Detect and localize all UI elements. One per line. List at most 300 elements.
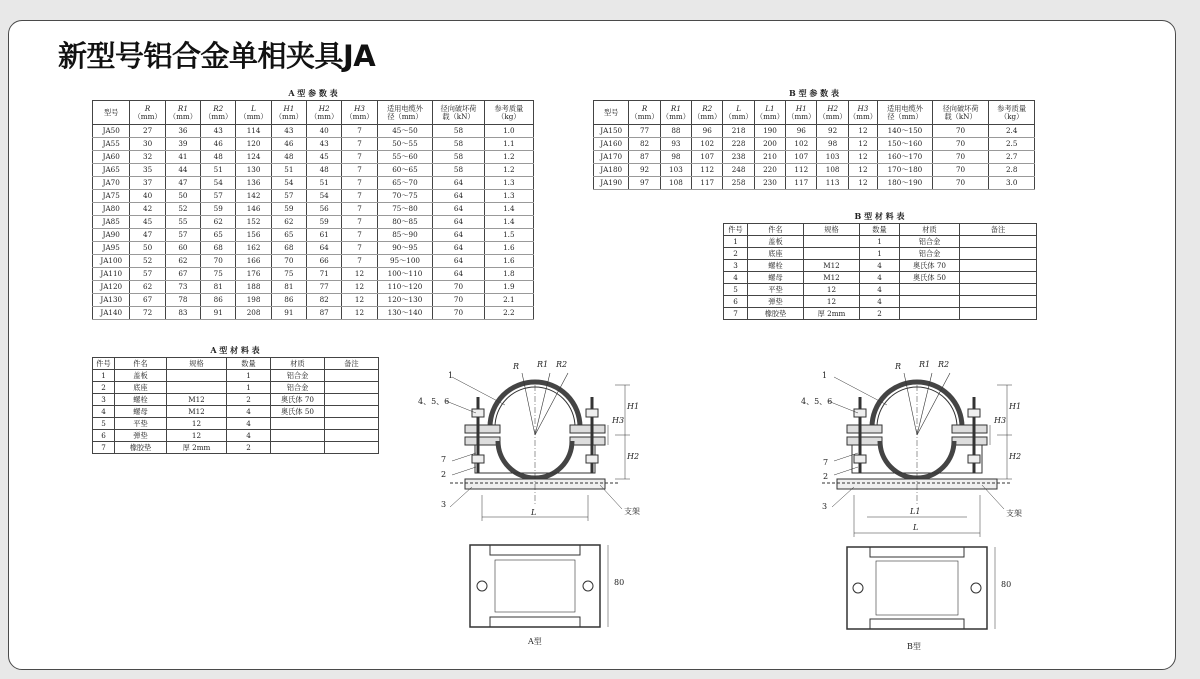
- table-cell: 91: [201, 307, 236, 320]
- table-cell: 54: [307, 190, 342, 203]
- table-cell: 77: [307, 281, 342, 294]
- table-cell: 75: [271, 268, 306, 281]
- table-cell: 57: [201, 190, 236, 203]
- table-cell: 117: [692, 177, 723, 190]
- header-cell-unit: （mm）: [755, 111, 784, 121]
- table-cell: 12: [342, 268, 377, 281]
- table-cell: 65: [201, 229, 236, 242]
- table-cell: JA190: [594, 177, 629, 190]
- table-cell: 4: [860, 260, 900, 272]
- table-cell: [325, 418, 379, 430]
- table-cell: 152: [236, 216, 271, 229]
- header-cell: [342, 101, 377, 125]
- dim-b-h3: H3: [994, 416, 1007, 425]
- table-cell: 5: [93, 418, 115, 430]
- table-row: [724, 260, 1037, 272]
- table-row: [93, 138, 534, 151]
- table-row: [93, 151, 534, 164]
- table-cell: 奥氏体 50: [271, 406, 325, 418]
- table-cell: 平垫: [748, 284, 804, 296]
- table-cell: 1.2: [484, 164, 533, 177]
- table-cell: 橡胶垫: [748, 308, 804, 320]
- table-cell: 36: [165, 125, 200, 138]
- table-cell: 44: [165, 164, 200, 177]
- table-cell: 1.2: [484, 151, 533, 164]
- table-cell: 59: [307, 216, 342, 229]
- table-cell: 120～130: [377, 294, 433, 307]
- table-cell: 93: [660, 138, 691, 151]
- table-cell: 7: [342, 151, 377, 164]
- table-cell: 6: [93, 430, 115, 442]
- table-cell: 35: [130, 164, 165, 177]
- table-cell: [960, 260, 1037, 272]
- table-row: [93, 281, 534, 294]
- callout-b-1: 1: [822, 371, 828, 380]
- table-cell: 4: [227, 406, 271, 418]
- header-cell-unit: （mm）: [724, 111, 753, 121]
- table-cell: 52: [130, 255, 165, 268]
- header-cell-unit: 载（kN）: [442, 111, 475, 121]
- dim-b-l1: L1: [910, 507, 921, 516]
- header-cell: [594, 101, 629, 125]
- table-cell: JA50: [93, 125, 130, 138]
- table-cell: 1.6: [484, 242, 533, 255]
- drawing-b-caption: B型: [907, 642, 921, 651]
- table-cell: 64: [433, 255, 484, 268]
- table-cell: JA170: [594, 151, 629, 164]
- table-cell: 110～120: [377, 281, 433, 294]
- table-cell: 2: [227, 442, 271, 454]
- table-cell: 铝合金: [271, 382, 325, 394]
- table-cell: 40: [130, 190, 165, 203]
- table-cell: 7: [342, 177, 377, 190]
- table-cell: 190: [754, 125, 785, 138]
- table-cell: 2: [860, 308, 900, 320]
- table-cell: 64: [433, 268, 484, 281]
- table-cell: 72: [130, 307, 165, 320]
- cover-flange-right: [570, 425, 605, 433]
- dim-a-h2: H2: [627, 452, 640, 461]
- materials-table-a: [92, 357, 379, 454]
- table-cell: [167, 382, 227, 394]
- bolt-hole-left: [477, 581, 487, 591]
- table-cell: 平垫: [115, 418, 167, 430]
- table-cell: 198: [236, 294, 271, 307]
- dim-b-r2: R2: [938, 360, 950, 369]
- header-cell: [817, 101, 848, 125]
- dim-a-r: R: [513, 362, 520, 371]
- table-cell: 61: [307, 229, 342, 242]
- header-cell-unit: 载（kN）: [944, 111, 977, 121]
- table-cell: JA70: [93, 177, 130, 190]
- table-cell: JA130: [93, 294, 130, 307]
- table-cell: 91: [271, 307, 306, 320]
- table-cell: 1.5: [484, 229, 533, 242]
- header-cell-name: H3: [857, 103, 869, 113]
- header-cell-name: R: [144, 103, 151, 113]
- header-cell-unit: （kg）: [1000, 111, 1024, 121]
- table-cell: 248: [723, 164, 754, 177]
- table-cell: 210: [754, 151, 785, 164]
- header-cell-unit: 径（mm）: [387, 111, 423, 121]
- header-cell: 件名: [748, 224, 804, 236]
- table-cell: 98: [660, 151, 691, 164]
- header-cell-unit: （mm）: [239, 111, 268, 121]
- table-cell: 52: [165, 203, 200, 216]
- bolt-hole-right: [971, 583, 981, 593]
- table-cell: 113: [817, 177, 848, 190]
- table-cell: [960, 248, 1037, 260]
- table-cell: [900, 284, 960, 296]
- header-cell: [93, 101, 130, 125]
- table-cell: 2: [227, 394, 271, 406]
- table-cell: JA80: [93, 203, 130, 216]
- table-cell: 82: [307, 294, 342, 307]
- table-cell: 112: [786, 164, 817, 177]
- table-cell: 180～190: [878, 177, 933, 190]
- table-cell: [271, 430, 325, 442]
- table-row: [93, 125, 534, 138]
- table-cell: 46: [201, 138, 236, 151]
- header-cell: [932, 101, 989, 125]
- table-cell: 228: [723, 138, 754, 151]
- table-b-header-row: [594, 101, 1035, 125]
- table-cell: 48: [271, 151, 306, 164]
- table-cell: 238: [723, 151, 754, 164]
- materials-b-header-row: [724, 224, 1037, 236]
- table-cell: 95～100: [377, 255, 433, 268]
- table-cell: 1.1: [484, 138, 533, 151]
- table-cell: 底座: [748, 248, 804, 260]
- table-cell: 铝合金: [900, 236, 960, 248]
- table-cell: 50: [130, 242, 165, 255]
- table-cell: M12: [167, 406, 227, 418]
- table-row: [93, 177, 534, 190]
- table-cell: 57: [271, 190, 306, 203]
- header-cell-name: H2: [827, 103, 839, 113]
- table-cell: [325, 394, 379, 406]
- table-cell: 68: [201, 242, 236, 255]
- header-cell-unit: （mm）: [310, 111, 339, 121]
- table-row: [594, 125, 1035, 138]
- header-cell-unit: （mm）: [630, 111, 659, 121]
- table-cell: 66: [307, 255, 342, 268]
- table-cell: 58: [433, 138, 484, 151]
- table-cell: 59: [201, 203, 236, 216]
- table-cell: 45～50: [377, 125, 433, 138]
- table-cell: 1: [227, 370, 271, 382]
- table-cell: 162: [236, 242, 271, 255]
- table-cell: 51: [201, 164, 236, 177]
- table-cell: 65: [271, 229, 306, 242]
- header-cell-name: L1: [765, 103, 775, 113]
- table-cell: 4: [227, 430, 271, 442]
- header-cell-unit: （mm）: [274, 111, 303, 121]
- table-cell: 124: [236, 151, 271, 164]
- table-row: [93, 164, 534, 177]
- dim-a-80: 80: [614, 578, 625, 587]
- header-cell-name: 参考质量: [494, 103, 524, 113]
- table-cell: 92: [629, 164, 660, 177]
- bolt-hole-left: [853, 583, 863, 593]
- table-cell: 130: [236, 164, 271, 177]
- table-row: [724, 272, 1037, 284]
- table-cell: 107: [692, 151, 723, 164]
- table-cell: 67: [130, 294, 165, 307]
- support-label-b: 支架: [1006, 509, 1022, 518]
- table-cell: 112: [692, 164, 723, 177]
- table-cell: 114: [236, 125, 271, 138]
- table-cell: JA100: [93, 255, 130, 268]
- table-cell: 5: [724, 284, 748, 296]
- table-cell: 87: [307, 307, 342, 320]
- table-row: [594, 138, 1035, 151]
- header-cell: [271, 101, 306, 125]
- table-cell: 81: [271, 281, 306, 294]
- header-cell-name: 径向破坏荷: [942, 103, 979, 113]
- table-cell: [325, 370, 379, 382]
- header-cell: [754, 101, 785, 125]
- table-cell: 51: [271, 164, 306, 177]
- table-cell: 83: [165, 307, 200, 320]
- table-row: [93, 229, 534, 242]
- parameter-table-b: [593, 100, 1035, 190]
- header-cell: [201, 101, 236, 125]
- table-cell: 32: [130, 151, 165, 164]
- table-cell: 7: [342, 125, 377, 138]
- table-cell: JA160: [594, 138, 629, 151]
- table-cell: 7: [342, 190, 377, 203]
- table-cell: 98: [817, 138, 848, 151]
- table-cell: 6: [724, 296, 748, 308]
- header-cell-unit: （mm）: [787, 111, 816, 121]
- table-cell: 86: [201, 294, 236, 307]
- dim-a-r1: R1: [537, 360, 549, 369]
- table-cell: M12: [804, 260, 860, 272]
- table-cell: JA60: [93, 151, 130, 164]
- plan-view-base: [847, 547, 987, 629]
- table-cell: 7: [342, 242, 377, 255]
- table-cell: 117: [786, 177, 817, 190]
- table-cell: 48: [307, 164, 342, 177]
- table-row: [93, 430, 379, 442]
- table-cell: 97: [629, 177, 660, 190]
- table-row: [724, 236, 1037, 248]
- table-cell: 64: [307, 242, 342, 255]
- header-cell: 规格: [804, 224, 860, 236]
- table-cell: 12: [804, 284, 860, 296]
- table-cell: 30: [130, 138, 165, 151]
- header-cell: 件号: [724, 224, 748, 236]
- table-cell: 67: [165, 268, 200, 281]
- table-cell: 142: [236, 190, 271, 203]
- table-row: [594, 177, 1035, 190]
- table-cell: 58: [433, 125, 484, 138]
- header-cell-name: R: [641, 103, 648, 113]
- table-cell: JA110: [93, 268, 130, 281]
- table-cell: 230: [754, 177, 785, 190]
- table-cell: 12: [848, 138, 877, 151]
- table-cell: 166: [236, 255, 271, 268]
- table-cell: 55: [165, 216, 200, 229]
- header-cell-name: 型号: [104, 107, 119, 117]
- table-cell: 64: [433, 216, 484, 229]
- table-cell: 102: [692, 138, 723, 151]
- table-cell: 盖板: [748, 236, 804, 248]
- table-cell: 156: [236, 229, 271, 242]
- table-cell: 1.4: [484, 216, 533, 229]
- table-cell: 56: [307, 203, 342, 216]
- header-cell: 数量: [860, 224, 900, 236]
- table-cell: 48: [201, 151, 236, 164]
- cover-flange-left: [465, 425, 500, 433]
- table-row: [93, 370, 379, 382]
- table-cell: 62: [130, 281, 165, 294]
- table-cell: [960, 296, 1037, 308]
- callout-b-2: 2: [823, 472, 829, 481]
- bolt-hole-right: [583, 581, 593, 591]
- header-cell-name: 参考质量: [997, 103, 1027, 113]
- table-cell: 64: [433, 190, 484, 203]
- table-cell: JA85: [93, 216, 130, 229]
- table-cell: 70: [932, 138, 989, 151]
- table-cell: 160～170: [878, 151, 933, 164]
- table-cell: 64: [433, 177, 484, 190]
- header-cell-name: 径向破坏荷: [440, 103, 477, 113]
- dim-a-l: L: [531, 508, 537, 517]
- drawing-a-caption: A型: [528, 637, 542, 646]
- header-cell-name: R2: [702, 103, 713, 113]
- table-cell: 12: [848, 164, 877, 177]
- table-cell: 150～160: [878, 138, 933, 151]
- dim-b-r: R: [895, 362, 902, 371]
- header-cell: [433, 101, 484, 125]
- table-cell: 2.5: [989, 138, 1035, 151]
- table-cell: 37: [130, 177, 165, 190]
- table-row: [93, 382, 379, 394]
- header-cell-unit: （mm）: [818, 111, 847, 121]
- table-cell: JA95: [93, 242, 130, 255]
- table-cell: 70: [433, 307, 484, 320]
- table-cell: [271, 442, 325, 454]
- table-cell: 12: [167, 418, 227, 430]
- header-cell-unit: （mm）: [168, 111, 197, 121]
- materials-a-caption: A 型 材 料 表: [210, 345, 260, 355]
- callout-a-1: 1: [448, 371, 454, 380]
- table-cell: 弹垫: [115, 430, 167, 442]
- table-cell: 82: [629, 138, 660, 151]
- table-cell: 90～95: [377, 242, 433, 255]
- table-cell: 80～85: [377, 216, 433, 229]
- header-cell-name: 适用电缆外: [386, 103, 423, 113]
- callout-b-7: 7: [823, 458, 829, 467]
- support-label-a: 支架: [624, 507, 640, 516]
- table-cell: [960, 284, 1037, 296]
- plan-view-base: [470, 545, 600, 627]
- table-cell: 2.8: [989, 164, 1035, 177]
- table-cell: 87: [629, 151, 660, 164]
- table-cell: 70: [433, 281, 484, 294]
- table-cell: JA120: [93, 281, 130, 294]
- table-cell: 橡胶垫: [115, 442, 167, 454]
- table-cell: M12: [167, 394, 227, 406]
- table-cell: 70～75: [377, 190, 433, 203]
- table-cell: 螺栓: [748, 260, 804, 272]
- parameter-table-a: [92, 100, 534, 320]
- header-cell-name: R1: [177, 103, 188, 113]
- table-cell: [804, 248, 860, 260]
- table-row: [724, 308, 1037, 320]
- table-cell: 108: [660, 177, 691, 190]
- table-row: [724, 284, 1037, 296]
- table-cell: 奥氏体 50: [900, 272, 960, 284]
- table-row: [93, 190, 534, 203]
- table-cell: 51: [307, 177, 342, 190]
- table-cell: 1: [227, 382, 271, 394]
- header-cell-name: R1: [670, 103, 681, 113]
- header-cell-unit: （mm）: [133, 111, 162, 121]
- header-cell: [786, 101, 817, 125]
- table-cell: 46: [271, 138, 306, 151]
- table-cell: 7: [342, 255, 377, 268]
- table-cell: 7: [342, 229, 377, 242]
- table-cell: 1.8: [484, 268, 533, 281]
- dim-b-r1: R1: [919, 360, 931, 369]
- table-cell: 70: [271, 255, 306, 268]
- table-cell: 7: [342, 203, 377, 216]
- header-cell: [484, 101, 533, 125]
- materials-b-caption: B 型 材 料 表: [854, 211, 905, 221]
- page-title: 新型号铝合金单相夹具JA: [58, 39, 376, 73]
- table-cell: 2.4: [989, 125, 1035, 138]
- table-cell: 176: [236, 268, 271, 281]
- header-cell: [236, 101, 271, 125]
- table-cell: 螺栓: [115, 394, 167, 406]
- table-cell: 43: [271, 125, 306, 138]
- header-cell-name: L: [251, 103, 256, 113]
- table-cell: 88: [660, 125, 691, 138]
- table-cell: 40: [307, 125, 342, 138]
- table-cell: 厚 2mm: [167, 442, 227, 454]
- table-row: [93, 216, 534, 229]
- table-cell: 92: [817, 125, 848, 138]
- table-cell: 57: [165, 229, 200, 242]
- table-cell: 4: [860, 272, 900, 284]
- table-cell: 12: [342, 294, 377, 307]
- callout-a-456: 4、5、6: [418, 397, 450, 406]
- table-cell: 3.0: [989, 177, 1035, 190]
- table-row: [594, 164, 1035, 177]
- header-cell: 备注: [325, 358, 379, 370]
- header-cell: [377, 101, 433, 125]
- callout-b-3: 3: [822, 502, 828, 511]
- header-cell: [130, 101, 165, 125]
- header-cell-name: 型号: [604, 107, 619, 117]
- table-cell: 47: [165, 177, 200, 190]
- table-cell: 41: [165, 151, 200, 164]
- header-cell: 件号: [93, 358, 115, 370]
- table-cell: [960, 308, 1037, 320]
- table-cell: 2: [93, 382, 115, 394]
- table-cell: 7: [93, 442, 115, 454]
- header-cell: [692, 101, 723, 125]
- table-cell: JA75: [93, 190, 130, 203]
- table-cell: 12: [167, 430, 227, 442]
- table-cell: 50～55: [377, 138, 433, 151]
- table-cell: 45: [130, 216, 165, 229]
- table-cell: 64: [433, 242, 484, 255]
- table-cell: 70: [433, 294, 484, 307]
